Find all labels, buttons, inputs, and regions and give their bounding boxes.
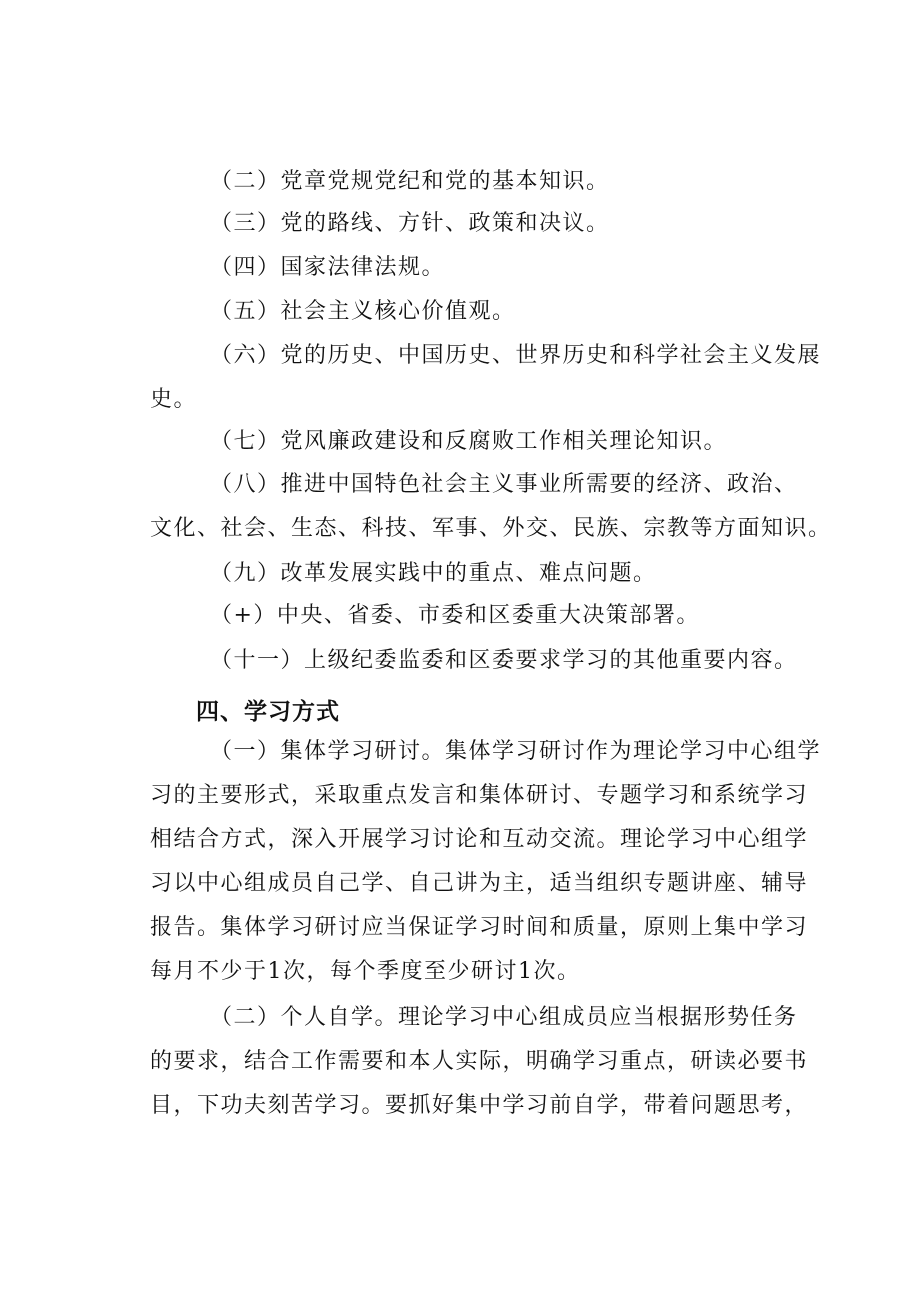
method-paragraph-2 [150,996,810,1128]
list-item-7 [150,420,810,464]
paragraph-line: （五）社会主义核心价值观。 [210,299,516,324]
list-item-3 [150,202,810,246]
paragraph-line: 的要求，结合工作需要和本人实际，明确学习重点，研读必要书 [150,1049,809,1074]
paragraph-line: （二）个人自学。理论学习中心组成员应当根据形势任务 [210,1005,798,1030]
section-heading: 四、学习方式 [196,699,340,725]
paragraph-line: 每月不少于1次，每个季度至少研讨1次。 [150,959,581,984]
list-item-11 [150,639,810,683]
paragraph-line: （六）党的历史、中国历史、世界历史和科学社会主义发展 [210,343,822,368]
paragraph-line: （一）集体学习研讨。集体学习研讨作为理论学习中心组学 [210,739,822,764]
paragraph-line: 史。 [150,387,198,412]
list-item-2 [150,160,810,204]
paragraph-line: （二）党章党规党纪和党的基本知识。 [210,169,610,194]
list-item-6 [150,334,822,422]
paragraph-line: （十一）上级纪委监委和区委要求学习的其他重要内容。 [210,648,798,673]
paragraph-line: 习的主要形式，采取重点发言和集体研讨、专题学习和系统学习 [150,783,809,808]
paragraph-line: （九）改革发展实践中的重点、难点问题。 [210,561,657,586]
paragraph-line: （七）党风廉政建设和反腐败工作相关理论知识。 [210,429,728,454]
paragraph-line: 报告。集体学习研讨应当保证学习时间和质量，原则上集中学习 [150,915,809,940]
paragraph-line: （八）推进中国特色社会主义事业所需要的经济、政治、 [210,472,798,497]
paragraph-line: （四）国家法律法规。 [210,255,446,280]
list-item-4 [150,246,810,290]
paragraph-line: 目，下功夫刻苦学习。要抓好集中学习前自学，带着问题思考， [150,1093,809,1118]
list-item-10 [150,594,810,638]
paragraph-line: （三）党的路线、方针、政策和决议。 [210,211,610,236]
paragraph-line: （+）中央、省委、市委和区委重大决策部署。 [210,603,700,628]
list-item-8 [150,463,832,551]
paragraph-line: 习以中心组成员自己学、自己讲为主，适当组织专题讲座、辅导 [150,871,809,896]
paragraph-line: 文化、社会、生态、科技、军事、外交、民族、宗教等方面知识。 [150,516,832,541]
method-paragraph-1 [150,730,822,994]
paragraph-line: 相结合方式，深入开展学习讨论和互动交流。理论学习中心组学 [150,827,809,852]
list-item-9 [150,552,810,596]
list-item-5 [150,290,810,334]
